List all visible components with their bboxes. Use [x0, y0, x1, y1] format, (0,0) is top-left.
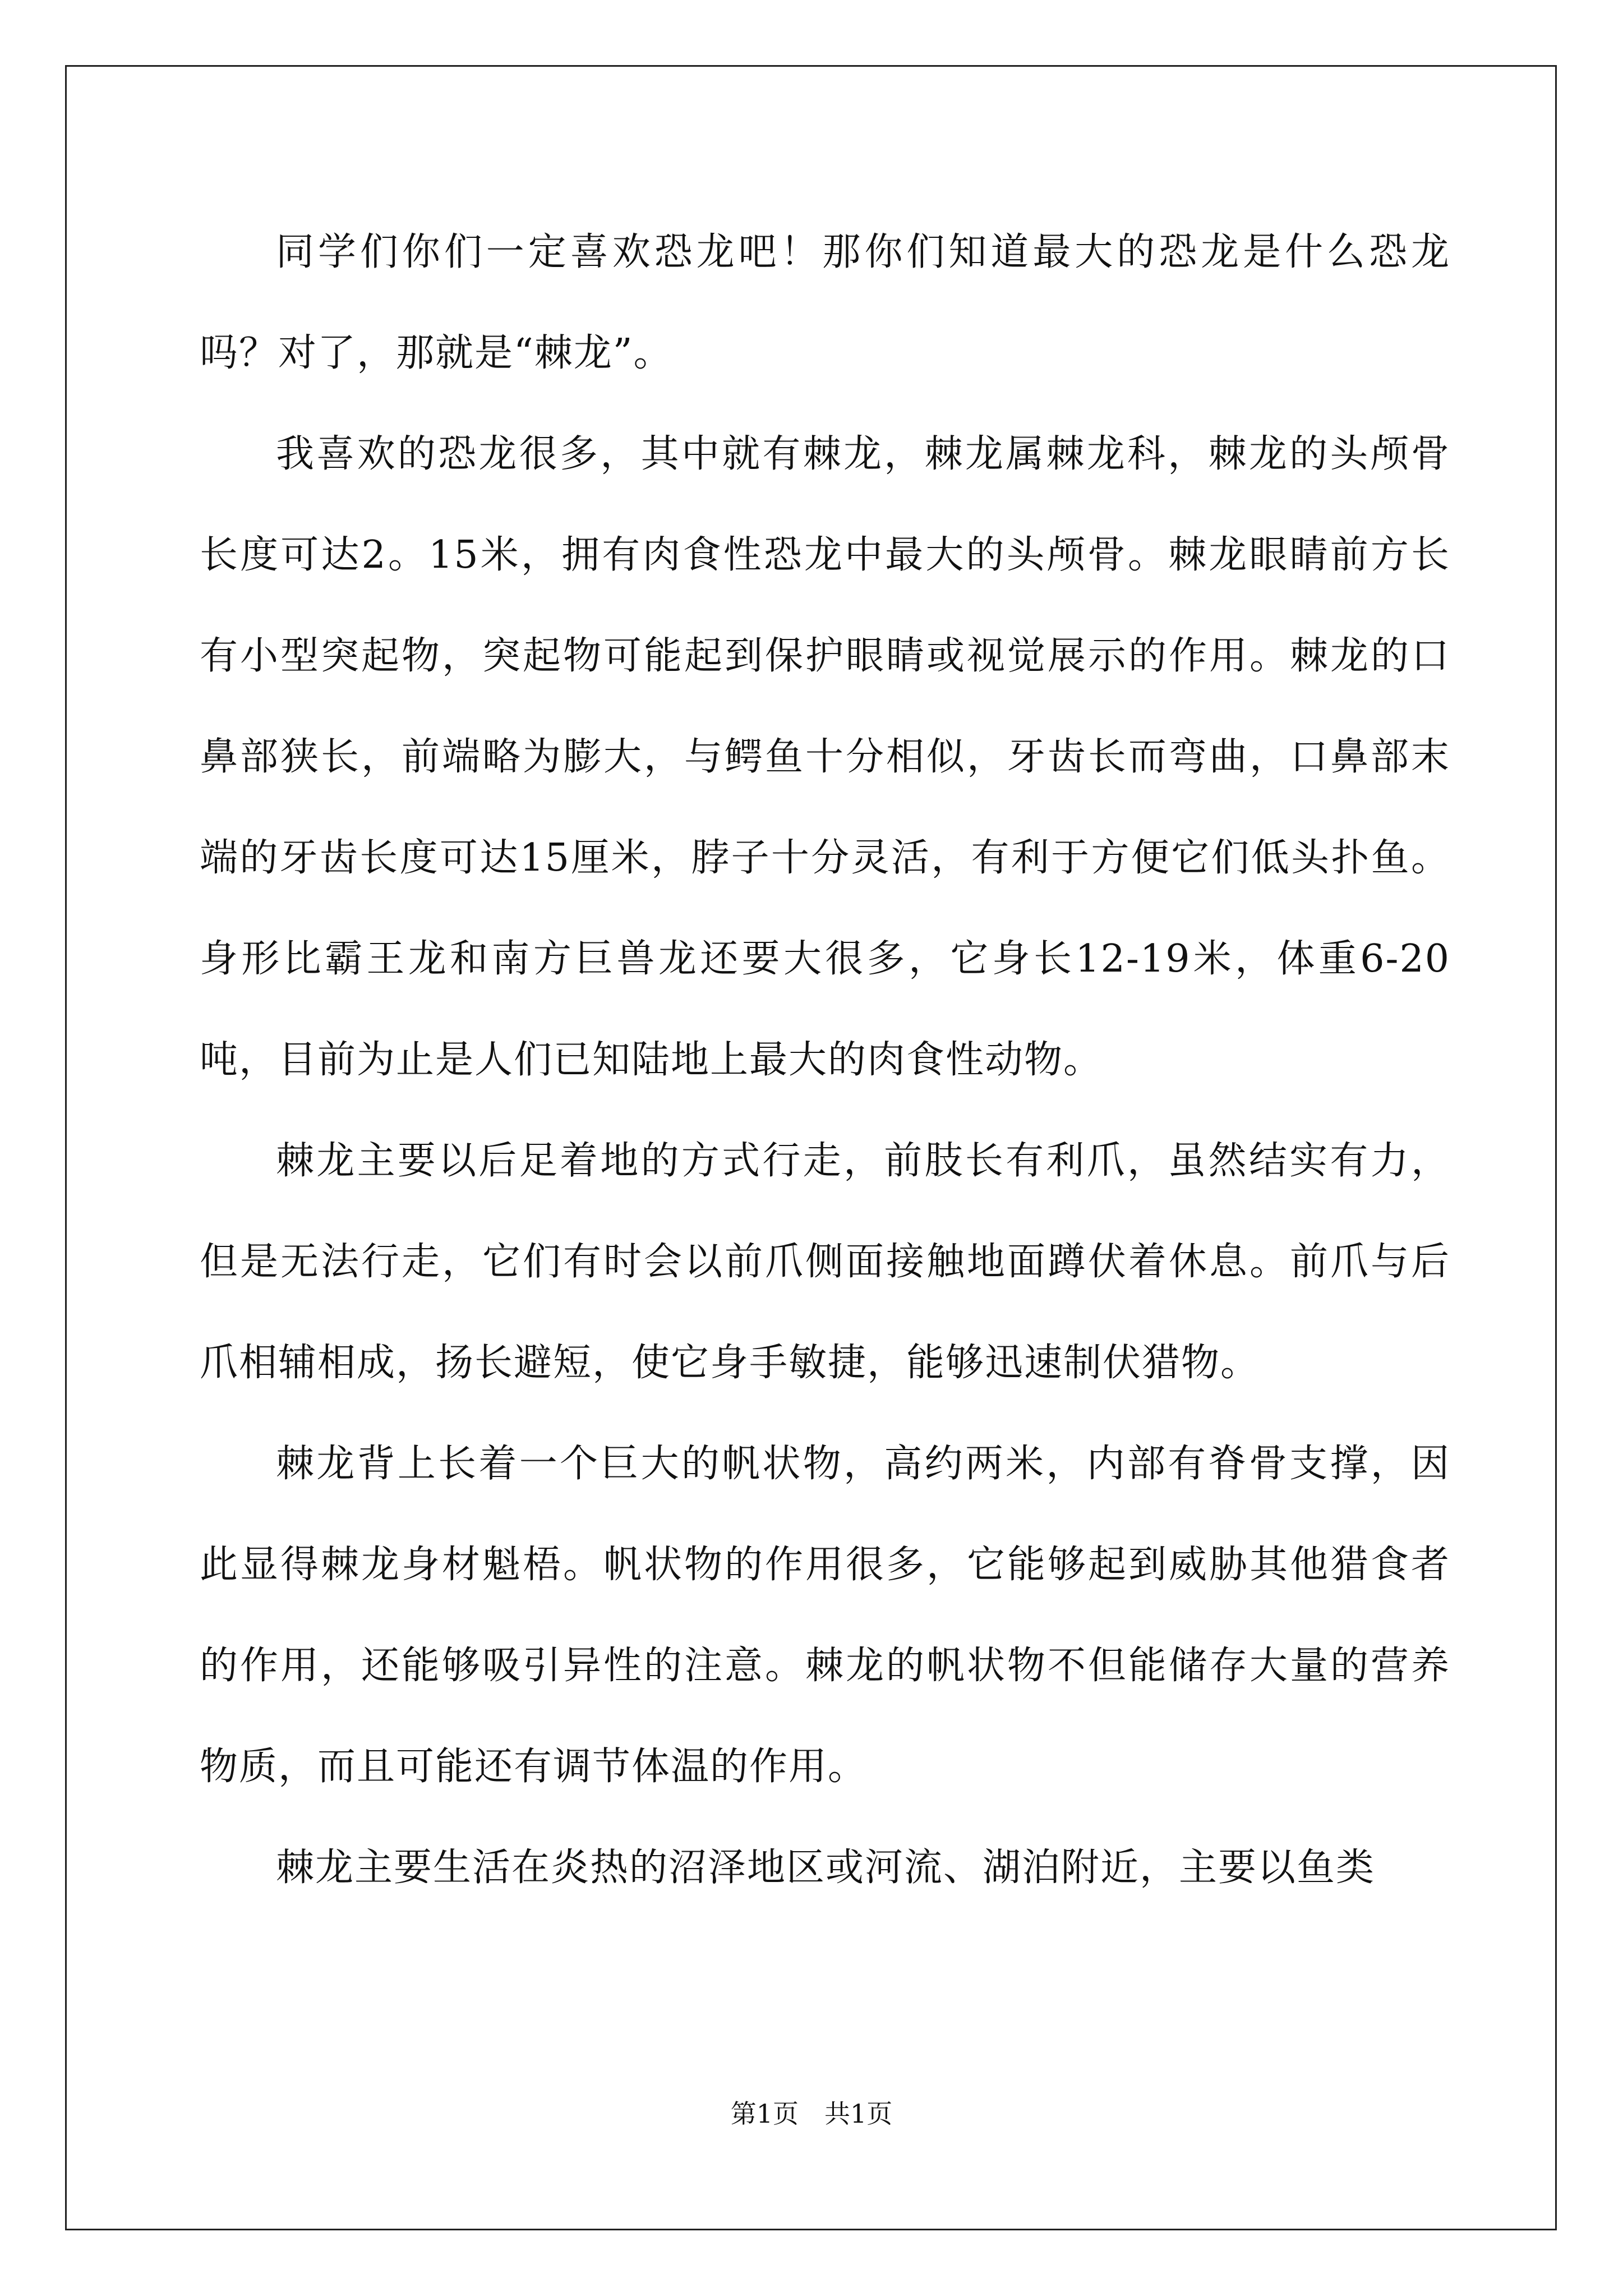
paragraph-4: 棘龙背上长着一个巨大的帆状物，高约两米，内部有脊骨支撑，因此显得棘龙身材魁梧。帆状物的作用很多，它能够起到威胁其他猎食者的作用，还能够吸引异性的注意。棘龙的帆状物不但能储存大量的营养物质，而且可能还有调节体温的作用。 [200, 1442, 1450, 1789]
paragraph-3: 棘龙主要以后足着地的方式行走，前肢长有利爪，虽然结实有力，但是无法行走，它们有时会以前爪侧面接触地面蹲伏着休息。前爪与后爪相辅相成，扬长避短，使它身手敏捷，能够迅速制伏猎物。 [200, 1139, 1450, 1385]
page-footer: 第1页 共1页 [730, 2099, 893, 2129]
paragraph-2: 我喜欢的恐龙很多，其中就有棘龙，棘龙属棘龙科，棘龙的头颅骨长度可达2。15米，拥有肉食性恐龙中最大的头颅骨。棘龙眼睛前方长有小型突起物，突起物可能起到保护眼睛或视觉展示的作用。棘龙的口鼻部狭长，前端略为膨大，与鳄鱼十分相似，牙齿长而弯曲，口鼻部末端的牙齿长度可达15厘米，脖子十分灵活，有利于方便它们低头扑鱼。身形比霸王龙和南方巨兽龙还要大很多，它身长12-19米，体重6-20吨，目前为止是人们已知陆地上最大的肉食性动物。 [200, 432, 1450, 1082]
document-body [200, 202, 1450, 1918]
paragraph-5: 棘龙主要生活在炎热的沼泽地区或河流、湖泊附近，主要以鱼类 [276, 1846, 1376, 1890]
paragraph-1: 同学们你们一定喜欢恐龙吧！那你们知道最大的恐龙是什么恐龙吗？对了，那就是“棘龙”。 [200, 230, 1450, 375]
